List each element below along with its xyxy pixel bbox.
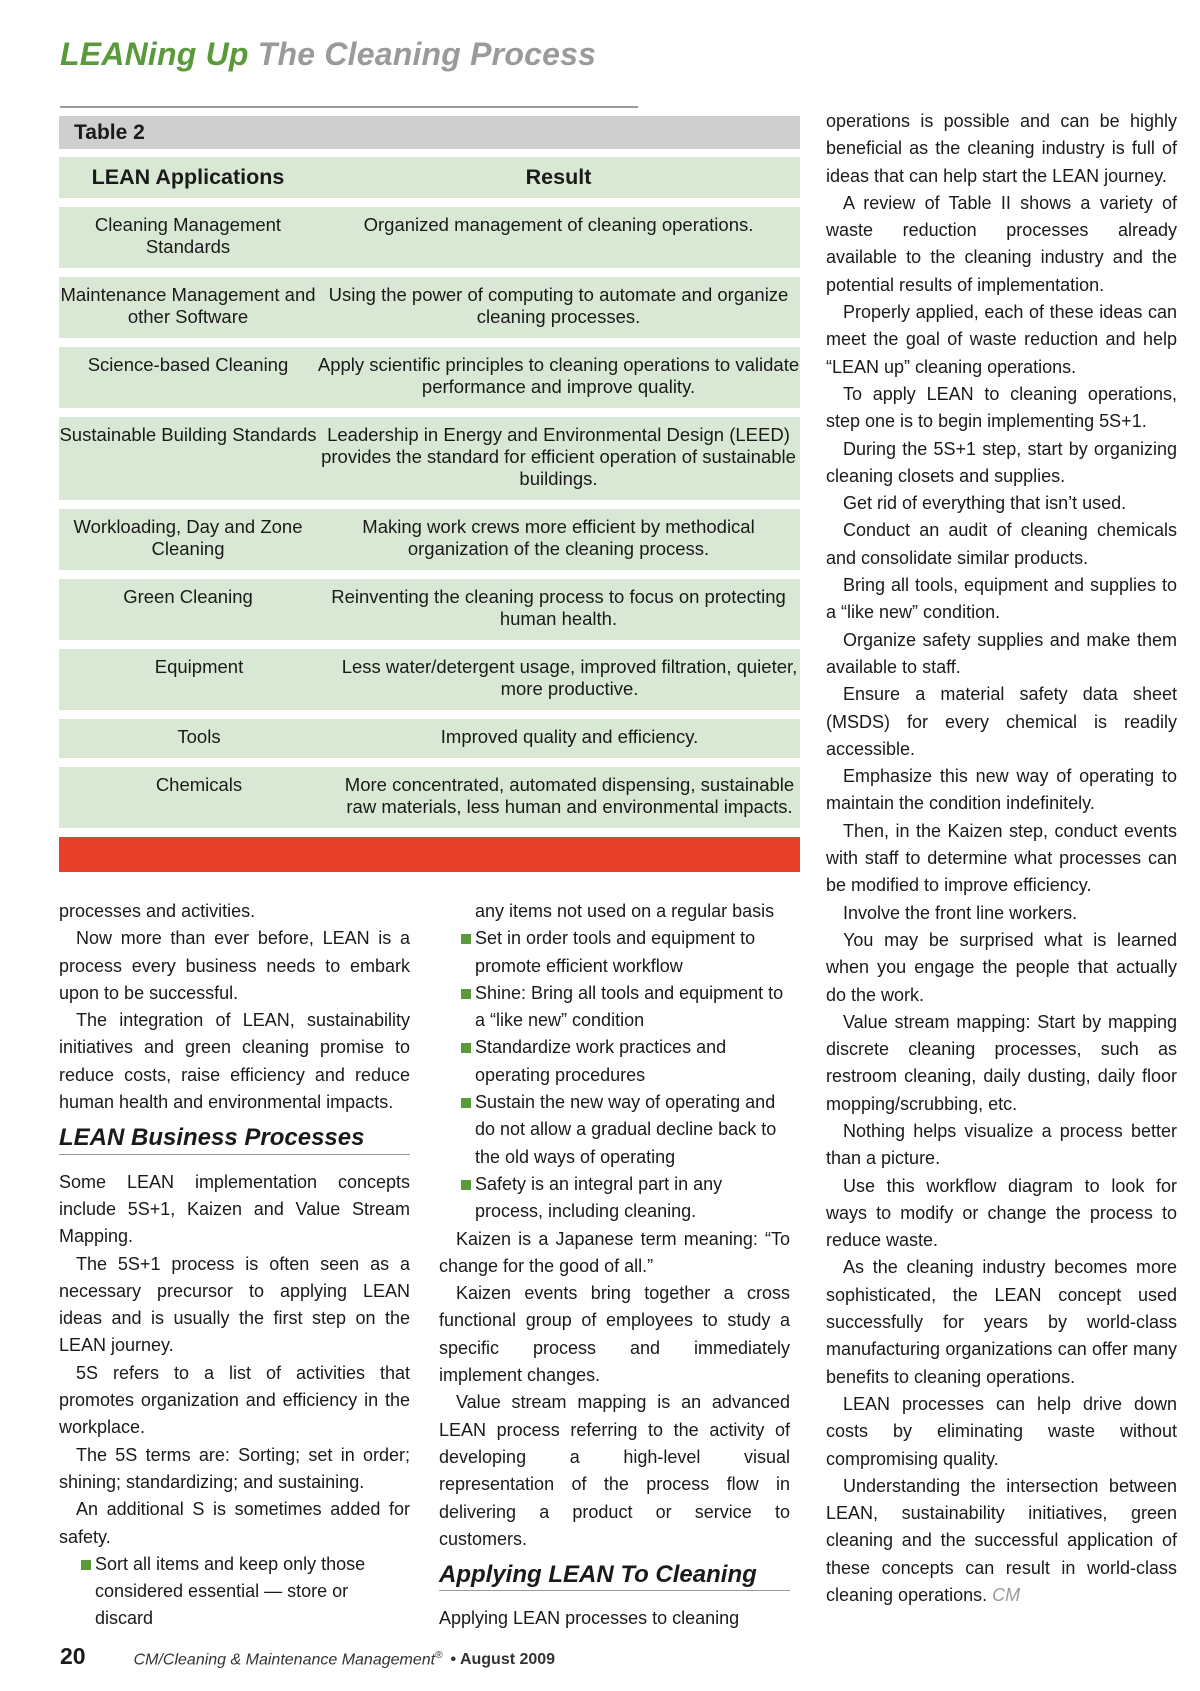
bullet-square-icon: [81, 1560, 91, 1570]
table-header-row: [59, 157, 800, 198]
paragraph: operations is possible and can be highly beneficial as the cleaning industry is full of ideas that can help start the LEAN journey.: [826, 111, 1177, 186]
publication-title: CM/Cleaning & Maintenance Management: [133, 1651, 436, 1668]
end-signature: CM: [992, 1585, 1021, 1606]
table-row: [59, 207, 800, 268]
table-row: [59, 719, 800, 758]
list-item-text: Set in order tools and equipment to promote efficient workflow: [475, 928, 756, 976]
list-item: [59, 1551, 410, 1633]
paragraph-final: [826, 1473, 1177, 1609]
list-item: [439, 1089, 790, 1171]
page-footer: [60, 1643, 555, 1670]
list-item-continuation: any items not used on a regular basis: [475, 901, 775, 921]
table-cell-app: Equipment: [154, 656, 244, 677]
table-caption: Table 2: [59, 116, 800, 149]
table-row: [59, 509, 800, 570]
bullet-square-icon: [461, 1043, 471, 1053]
paragraph: Now more than ever before, LEAN is a process every business needs to embark upon to be successful.: [59, 928, 410, 1003]
list-item: [439, 980, 790, 1035]
table-cell-result: Reinventing the cleaning process to focus on protecting human health.: [331, 586, 786, 629]
paragraph: processes and activities.: [59, 901, 256, 921]
paragraph: Value stream mapping: Start by mapping discrete cleaning processes, such as restroom cleaning, daily dusting, daily floor mopping/scrubbing, etc.: [826, 1011, 1177, 1114]
bullet-square-icon: [461, 1180, 471, 1190]
section-heading-lean-business-processes: LEAN Business Processes: [59, 1124, 410, 1154]
table-cell-app: Green Cleaning: [123, 586, 253, 607]
list-item-text: Shine: Bring all tools and equipment to a “like new” condition: [475, 982, 784, 1031]
list-item-text: Sustain the new way of operating and do not allow a gradual decline back to the old ways of operating: [475, 1092, 777, 1167]
table-row: [59, 417, 800, 500]
paragraph: An additional S is sometimes added for safety.: [59, 1499, 410, 1547]
paragraph: Involve the front line workers.: [843, 902, 1078, 923]
paragraph: To apply LEAN to cleaning operations, step one is to begin implementing 5S+1.: [826, 383, 1177, 432]
paragraph: Conduct an audit of cleaning chemicals and consolidate similar products.: [826, 520, 1177, 568]
list-item: [439, 925, 790, 980]
table-cell-result: Improved quality and efficiency.: [440, 726, 699, 747]
table-header-applications: LEAN Applications: [91, 165, 285, 189]
list-item: [439, 1171, 790, 1226]
table-cell-result: Apply scientific principles to cleaning operations to validate performance and improve quality.: [317, 354, 800, 397]
paragraph: A review of Table II shows a variety of waste reduction processes already available to the cleaning industry and the potential results of implementation.: [826, 192, 1177, 295]
page-number: 20: [60, 1643, 86, 1669]
table-footer-bar: [59, 837, 800, 872]
registered-mark: ®: [435, 1649, 443, 1661]
paragraph: Organize safety supplies and make them available to staff.: [826, 629, 1177, 677]
table-cell-result: Organized management of cleaning operations.: [363, 214, 754, 235]
issue-date-text: August 2009: [459, 1651, 556, 1668]
paragraph: The integration of LEAN, sustainability initiatives and green cleaning promise to reduce costs, raise efficiency and reduce human health and environmental impacts.: [59, 1010, 410, 1113]
table-cell-result: Making work crews more efficient by methodical organization of the cleaning process.: [362, 516, 755, 559]
paragraph: Use this workflow diagram to look for ways to modify or change the process to reduce waste.: [826, 1175, 1177, 1251]
paragraph: LEAN processes can help drive down costs by eliminating waste without compromising quality.: [826, 1393, 1177, 1469]
table-row: [59, 649, 800, 710]
bullet-square-icon: [461, 1098, 471, 1108]
publication-name: [134, 1650, 443, 1669]
article-column-3: [826, 108, 1177, 1609]
article-column-2: [439, 898, 790, 1633]
paragraph: Ensure a material safety data sheet (MSDS) for every chemical is readily accessible.: [826, 684, 1177, 759]
paragraph: Bring all tools, equipment and supplies to a “like new” condition.: [826, 575, 1177, 623]
table-2: [59, 116, 800, 872]
paragraph: Emphasize this new way of operating to maintain the condition indefinitely.: [826, 766, 1177, 814]
table-cell-result: More concentrated, automated dispensing, sustainable raw materials, less human and environmental impacts.: [344, 774, 795, 817]
title-cleaning-process: The Cleaning Process: [257, 36, 597, 72]
paragraph: Kaizen events bring together a cross functional group of employees to study a specific process and immediately implement changes.: [439, 1283, 790, 1386]
paragraph: Properly applied, each of these ideas can meet the goal of waste reduction and help “LEAN up” cleaning operations.: [826, 302, 1177, 377]
table-cell-app: Science-based Cleaning: [87, 354, 289, 375]
list-item-text: Standardize work practices and operating procedures: [475, 1037, 727, 1085]
header-rule: [60, 106, 638, 108]
paragraph: Value stream mapping is an advanced LEAN process referring to the activity of developing a high-level visual representation of the process flow in delivering a product or service to customers.: [439, 1392, 790, 1549]
paragraph: Kaizen is a Japanese term meaning: “To change for the good of all.”: [439, 1228, 790, 1276]
table-cell-app: Cleaning Management Standards: [94, 214, 282, 257]
paragraph: Applying LEAN processes to cleaning: [439, 1608, 740, 1629]
list-item-text: Safety is an integral part in any process, including cleaning.: [475, 1173, 723, 1222]
paragraph: As the cleaning industry becomes more sophisticated, the LEAN concept used successfully for years by world-class manufacturing organizations can offer many benefits to cleaning operations.: [826, 1257, 1177, 1387]
footer-bullet: •: [450, 1651, 457, 1668]
table-row: [59, 277, 800, 338]
table-cell-result: Leadership in Energy and Environmental Design (LEED) provides the standard for efficient operation of sustainable buildings.: [321, 424, 796, 489]
table-header-result: Result: [525, 165, 592, 189]
paragraph: 5S refers to a list of activities that promotes organization and efficiency in the workplace.: [59, 1362, 410, 1438]
table-cell-app: Tools: [177, 726, 221, 747]
table-cell-app: Chemicals: [155, 774, 243, 795]
paragraph-text: Understanding the intersection between LEAN, sustainability initiatives, green cleaning and the successful application of these concepts can result in world-class cleaning operations.: [826, 1475, 1177, 1606]
paragraph: Then, in the Kaizen step, conduct events with staff to determine what processes can be modified to improve efficiency.: [826, 820, 1177, 896]
title-leaning-up: LEANing Up: [60, 36, 249, 72]
table-cell-result: Using the power of computing to automate and organize cleaning processes.: [328, 284, 789, 327]
table-cell-app: Sustainable Building Standards: [59, 424, 317, 445]
paragraph: Some LEAN implementation concepts include 5S+1, Kaizen and Value Stream Mapping.: [59, 1171, 410, 1247]
paragraph: During the 5S+1 step, start by organizing cleaning closets and supplies.: [826, 438, 1177, 486]
paragraph: Nothing helps visualize a process better than a picture.: [826, 1120, 1177, 1169]
list-item: [439, 1034, 790, 1089]
paragraph: Get rid of everything that isn’t used.: [843, 493, 1127, 514]
table-cell-result: Less water/detergent usage, improved filtration, quieter, more productive.: [341, 656, 798, 699]
paragraph: The 5S+1 process is often seen as a necessary precursor to applying LEAN ideas and is usually the first step on the LEAN journey.: [59, 1253, 410, 1356]
article-column-1: [59, 898, 410, 1633]
section-heading-applying-lean: Applying LEAN To Cleaning: [439, 1561, 790, 1591]
table-cell-app: Maintenance Management and other Software: [60, 284, 316, 327]
table-row: [59, 579, 800, 640]
issue-date: [450, 1651, 555, 1669]
paragraph: You may be surprised what is learned when you engage the people that actually do the work.: [826, 929, 1177, 1005]
page-title: [60, 36, 596, 73]
paragraph: The 5S terms are: Sorting; set in order; shining; standardizing; and sustaining.: [59, 1444, 410, 1492]
page-header: [60, 36, 596, 73]
bullet-square-icon: [461, 989, 471, 999]
list-item-text: Sort all items and keep only those considered essential — store or discard: [95, 1553, 366, 1629]
table-row: [59, 767, 800, 828]
table-cell-app: Workloading, Day and Zone Cleaning: [73, 516, 303, 559]
table-row: [59, 347, 800, 408]
bullet-square-icon: [461, 934, 471, 944]
